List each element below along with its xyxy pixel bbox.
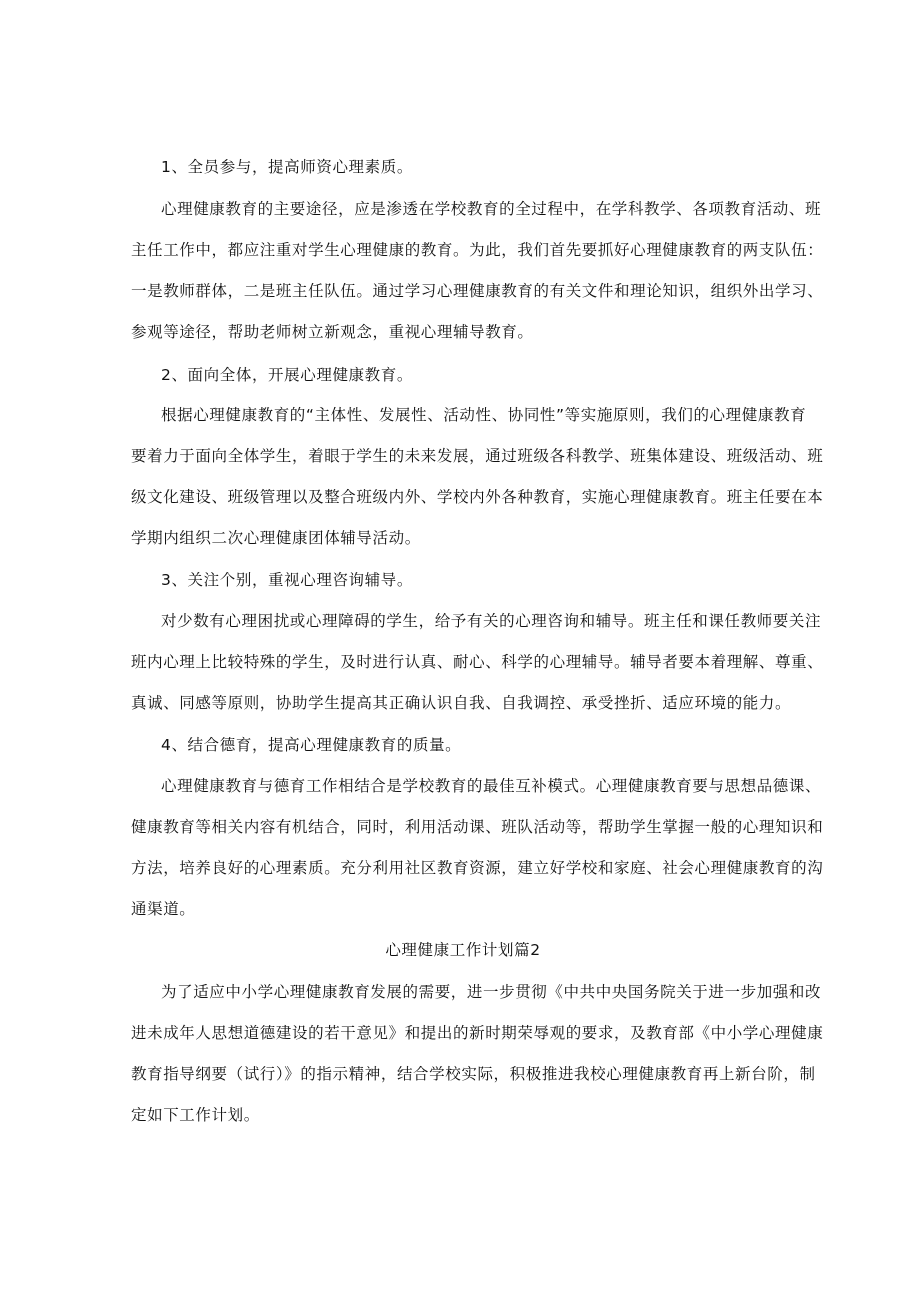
section-title: 心理健康工作计划篇2 (385, 941, 541, 959)
paragraph-5-line-1: 为了适应中小学心理健康教育发展的需要，进一步贯彻《中共中央国务院关于进一步加强和改 (161, 983, 822, 1001)
paragraph-3-line-2: 班内心理上比较特殊的学生，及时进行认真、耐心、科学的心理辅导。辅导者要本着理解、尊重、 (131, 653, 824, 671)
heading-4: 4、结合德育，提高心理健康教育的质量。 (161, 736, 462, 754)
heading-3: 3、关注个别，重视心理咨询辅导。 (161, 571, 413, 589)
heading-1: 1、全员参与，提高师资心理素质。 (161, 158, 413, 176)
paragraph-3-line-3: 真诚、同感等原则，协助学生提高其正确认识自我、自我调控、承受挫折、适应环境的能力。 (131, 694, 792, 712)
paragraph-4-line-4: 通渠道。 (131, 900, 196, 918)
paragraph-2-line-2: 要着力于面向全体学生，着眼于学生的未来发展，通过班级各科教学、班集体建设、班级活动、班 (131, 447, 824, 465)
paragraph-4-line-2: 健康教育等相关内容有机结合，同时，利用活动课、班队活动等，帮助学生掌握一般的心理知识和 (131, 818, 824, 836)
paragraph-2-line-1: 根据心理健康教育的“主体性、发展性、活动性、协同性”等实施原则，我们的心理健康教育 (161, 406, 807, 424)
paragraph-2-line-4: 学期内组织二次心理健康团体辅导活动。 (131, 529, 421, 547)
paragraph-1-line-4: 参观等途径，帮助老师树立新观念，重视心理辅导教育。 (131, 323, 534, 341)
paragraph-5-line-2: 进未成年人思想道德建设的若干意见》和提出的新时期荣辱观的要求，及教育部《中小学心理健康 (131, 1024, 824, 1042)
paragraph-4-line-1: 心理健康教育与德育工作相结合是学校教育的最佳互补模式。心理健康教育要与思想品德课、 (161, 777, 822, 795)
heading-2: 2、面向全体，开展心理健康教育。 (161, 366, 413, 384)
paragraph-5-line-3: 教育指导纲要（试行）》的指示精神，结合学校实际，积极推进我校心理健康教育再上新台阶，制 (131, 1065, 816, 1083)
paragraph-2-line-3: 级文化建设、班级管理以及整合班级内外、学校内外各种教育，实施心理健康教育。班主任要在本 (131, 488, 824, 506)
paragraph-1-line-2: 主任工作中，都应注重对学生心理健康的教育。为此，我们首先要抓好心理健康教育的两支队伍： (131, 241, 824, 259)
paragraph-1-line-1: 心理健康教育的主要途径，应是渗透在学校教育的全过程中，在学科教学、各项教育活动、班 (161, 200, 822, 218)
paragraph-4-line-3: 方法，培养良好的心理素质。充分利用社区教育资源，建立好学校和家庭、社会心理健康教育的沟 (131, 859, 824, 877)
paragraph-1-line-3: 一是教师群体，二是班主任队伍。通过学习心理健康教育的有关文件和理论知识，组织外出学习、 (131, 282, 824, 300)
paragraph-3-line-1: 对少数有心理困扰或心理障碍的学生，给予有关的心理咨询和辅导。班主任和课任教师要关注 (161, 612, 822, 630)
paragraph-5-line-4: 定如下工作计划。 (131, 1106, 260, 1124)
